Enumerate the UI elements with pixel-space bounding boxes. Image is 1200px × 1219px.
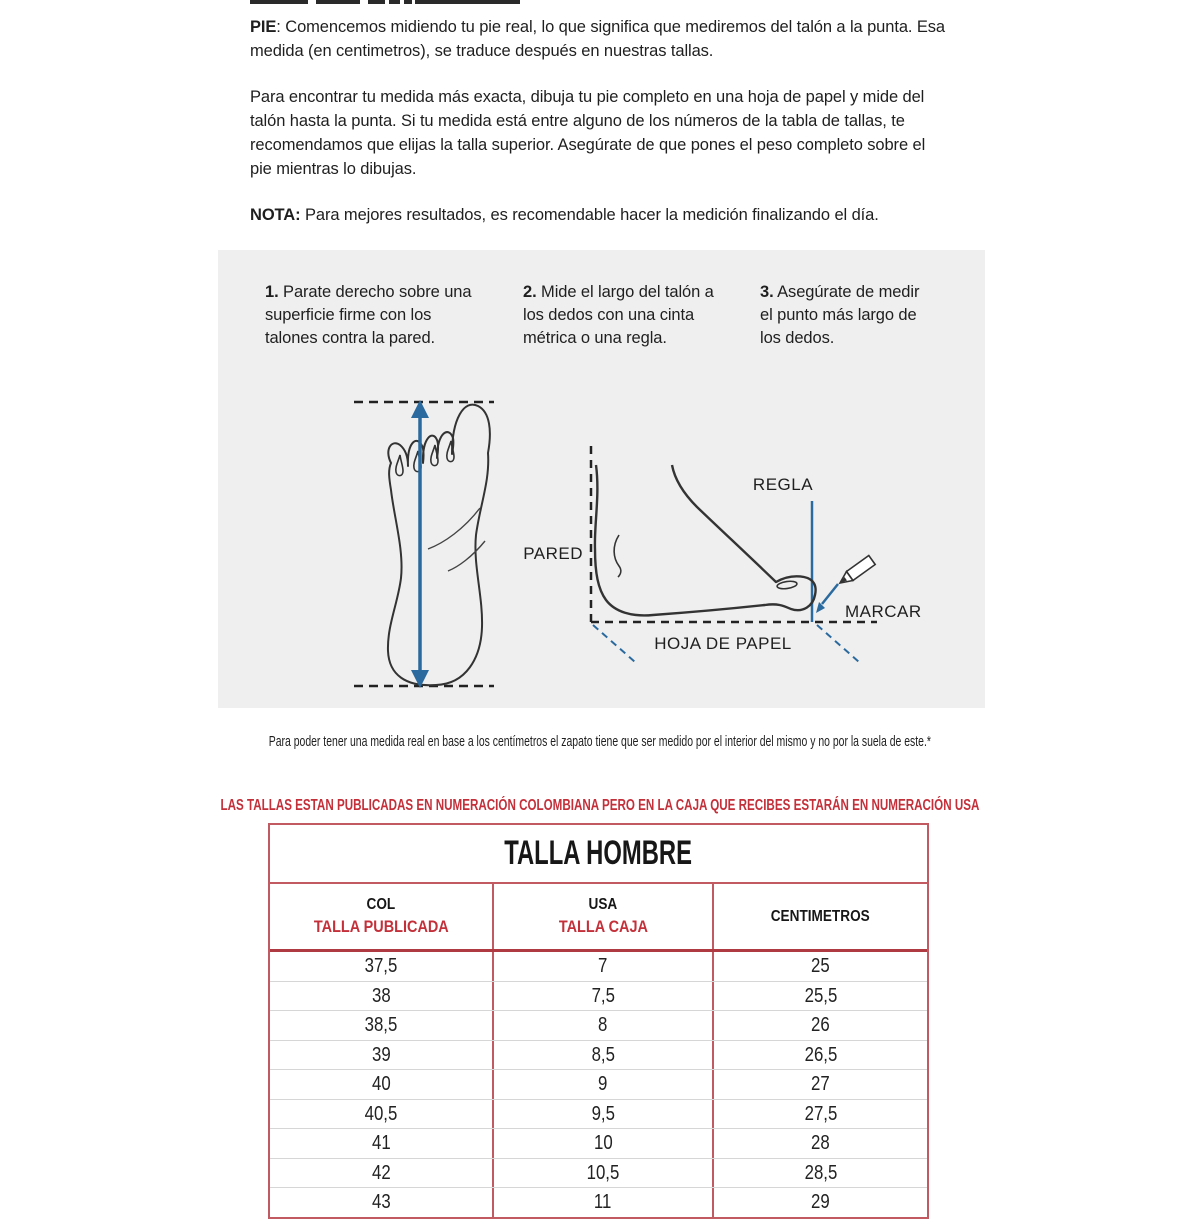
intro-paragraph-measure: Para encontrar tu medida más exacta, dibuja tu pie completo en una hoja de papel y mide del talón hasta la punta. Si tu medida está entre alguno de los números de la tabla de tallas, te recomendamos que elijas la talla superior. Asegúrate de que pones el peso completo sobre el pie mientras lo dibujas.	[250, 88, 926, 178]
size-table-header-row	[270, 884, 927, 952]
header-centimetros	[714, 884, 927, 949]
cell-col: 37,5	[270, 952, 494, 981]
cell-usa: 11	[494, 1188, 714, 1217]
table-row	[270, 1069, 927, 1099]
instruction-step-3	[760, 281, 936, 350]
cell-usa: 10	[494, 1129, 714, 1158]
step-1-text: Parate derecho sobre una superficie firme con los talones contra la pared.	[265, 283, 472, 347]
table-row	[270, 1128, 927, 1158]
cell-col: 39	[270, 1041, 494, 1070]
cropped-text-fragment	[368, 0, 385, 4]
cropped-text-fragment	[404, 0, 412, 4]
arch-line	[428, 508, 480, 549]
table-row	[270, 952, 927, 981]
header-centimetros-text: CENTIMETROS	[770, 907, 870, 925]
header-usa-line2: TALLA CAJA	[558, 917, 648, 936]
foot-outline	[388, 405, 490, 686]
cell-col: 40,5	[270, 1100, 494, 1129]
instruction-step-2	[523, 281, 723, 350]
cell-usa: 8	[494, 1011, 714, 1040]
ankle-crease	[614, 535, 621, 577]
header-col-line2: TALLA PUBLICADA	[313, 917, 449, 936]
foot-side-measure-icon	[523, 433, 922, 678]
cell-cm: 27	[811, 1072, 830, 1096]
sizing-notice	[0, 797, 1200, 815]
header-usa-talla-caja	[494, 884, 714, 949]
size-table-title	[270, 825, 927, 884]
toenail	[777, 580, 798, 590]
table-row	[270, 1010, 927, 1040]
size-table	[268, 823, 929, 1219]
step-3-text: Asegúrate de medir el punto más largo de los dedos.	[760, 283, 920, 347]
header-usa-line1: USA	[588, 896, 618, 913]
mark-arrow-shaft	[822, 584, 838, 604]
cell-col: 38	[270, 982, 494, 1011]
cropped-text-fragment	[389, 0, 400, 4]
cell-col: 43	[270, 1188, 494, 1217]
regla-label: REGLA	[752, 475, 814, 494]
table-row	[270, 1158, 927, 1188]
toe-pad-mark	[396, 455, 403, 476]
table-row	[270, 981, 927, 1011]
intro-paragraph-pie	[250, 15, 950, 63]
measuring-diagram-box	[218, 250, 985, 708]
foot-sole-measure-icon	[340, 393, 510, 695]
cell-cm: 29	[811, 1190, 830, 1214]
cell-cm: 26	[811, 1013, 830, 1037]
measurement-footnote-text: Para poder tener una medida real en base a los centímetros el zapato tiene que ser medido por el interior del mismo y no por la suela de este.*	[268, 733, 932, 750]
step-2-number: 2.	[523, 283, 537, 301]
pared-label: PARED	[523, 544, 583, 563]
cell-cm: 27,5	[804, 1101, 837, 1125]
marcar-label: MARCAR	[845, 602, 922, 621]
cell-usa: 10,5	[494, 1159, 714, 1188]
nota-paragraph	[250, 203, 950, 227]
cell-usa: 9,5	[494, 1100, 714, 1129]
length-arrow-head-top	[411, 400, 429, 418]
step-1-number: 1.	[265, 283, 279, 301]
measurement-footnote	[0, 734, 1200, 750]
paper-corner-dashed-line	[593, 625, 635, 662]
cropped-text-fragment	[316, 0, 360, 4]
cropped-text-fragment	[250, 0, 308, 4]
instruction-step-1	[265, 281, 483, 350]
paper-corner-dashed-line	[817, 625, 859, 662]
cell-cm: 25	[811, 954, 830, 978]
cell-usa: 9	[494, 1070, 714, 1099]
header-col-line1: COL	[366, 896, 396, 913]
step-2-text: Mide el largo del talón a los dedos con una cinta métrica o una regla.	[523, 283, 714, 347]
size-table-title-text: TALLA HOMBRE	[504, 834, 693, 872]
cell-cm: 28,5	[804, 1160, 837, 1184]
table-row	[270, 1187, 927, 1217]
cell-usa: 7,5	[494, 982, 714, 1011]
hoja-de-papel-label: HOJA DE PAPEL	[654, 634, 792, 653]
table-row	[270, 1099, 927, 1129]
cell-cm: 25,5	[804, 983, 837, 1007]
header-col-talla-publicada	[270, 884, 494, 949]
cell-usa: 8,5	[494, 1041, 714, 1070]
pie-text: : Comencemos midiendo tu pie real, lo que significa que mediremos del talón a la punta. Esa medida (en centimetros), se traduce después en nuestras tallas.	[250, 18, 945, 60]
cell-cm: 26,5	[804, 1042, 837, 1066]
nota-label: NOTA:	[250, 206, 301, 224]
intro-section	[250, 15, 950, 249]
cropped-text-fragment	[415, 0, 520, 4]
table-row	[270, 1040, 927, 1070]
pie-label: PIE	[250, 18, 277, 36]
step-3-number: 3.	[760, 283, 774, 301]
nota-text: Para mejores resultados, es recomendable hacer la medición finalizando el día.	[300, 206, 879, 224]
cell-col: 42	[270, 1159, 494, 1188]
cell-cm: 28	[811, 1131, 830, 1155]
cell-col: 40	[270, 1070, 494, 1099]
cell-usa: 7	[494, 952, 714, 981]
arch-line	[448, 541, 485, 571]
cell-col: 41	[270, 1129, 494, 1158]
sizing-notice-text: LAS TALLAS ESTAN PUBLICADAS EN NUMERACIÓN COLOMBIANA PERO EN LA CAJA QUE RECIBES ESTARÁN EN NUMERACIÓN USA	[220, 796, 980, 814]
cell-col: 38,5	[270, 1011, 494, 1040]
